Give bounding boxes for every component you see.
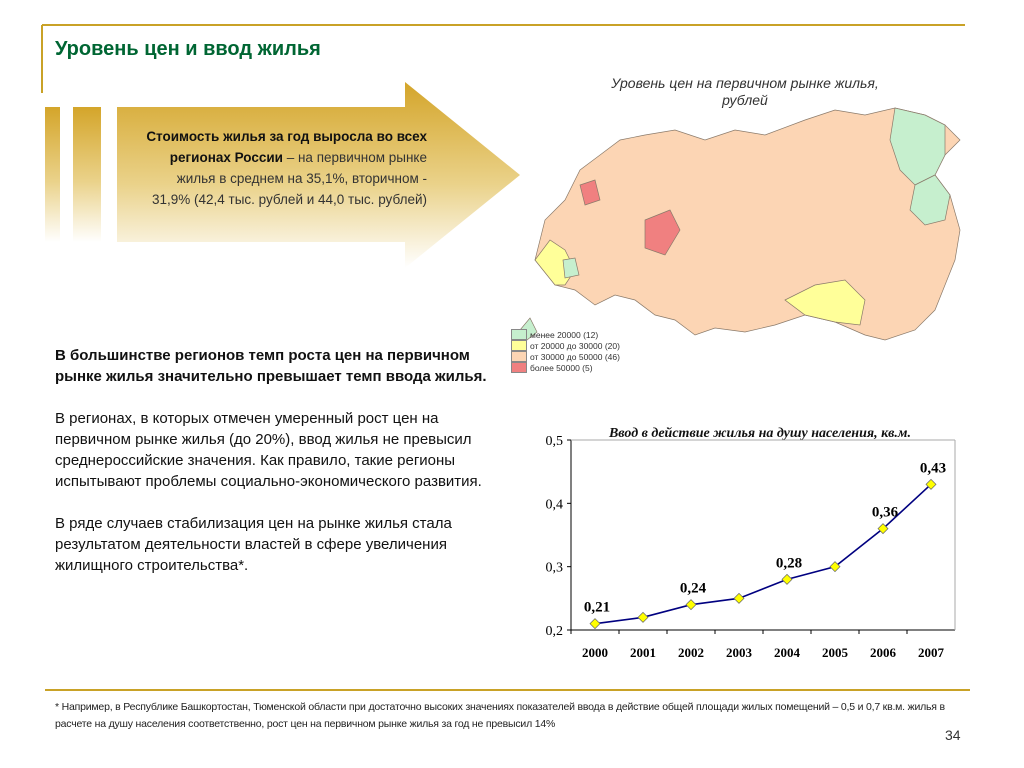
chart-title: Ввод в действие жилья на душу населения, кв.м. [608, 426, 912, 441]
callout-rest: – на первичном рынке жилья в среднем на 35,1%, вторичном - 31,9% (42,4 тыс. рублей и 44,0 тыс. рублей) [151, 150, 427, 207]
x-tick-label: 2006 [870, 645, 896, 660]
legend-label: более 50000 (5) [530, 362, 593, 373]
x-tick-label: 2003 [726, 645, 752, 660]
data-point [734, 593, 744, 603]
x-tick-label: 2001 [630, 645, 656, 660]
x-tick-label: 2000 [582, 645, 608, 660]
data-label: 0,21 [583, 599, 611, 616]
data-point [686, 600, 696, 610]
data-point [638, 612, 648, 622]
y-tick-label: 0,4 [545, 497, 563, 513]
data-label: 0,43 [919, 460, 947, 477]
data-point [590, 619, 600, 629]
x-tick-label: 2002 [678, 645, 704, 660]
x-tick-label: 2007 [918, 645, 944, 660]
paragraph-1: В большинстве регионов темп роста цен на первичном рынке жилья значительно превышает темп ввода жилья. [55, 347, 487, 385]
y-tick-label: 0,3 [545, 560, 563, 576]
y-tick-label: 0,2 [545, 624, 563, 639]
legend-label: от 20000 до 30000 (20) [530, 340, 620, 351]
x-tick-label: 2004 [774, 645, 800, 660]
data-label: 0,36 [871, 504, 899, 521]
page-number: 34 [945, 727, 961, 743]
legend-label: менее 20000 (12) [530, 329, 599, 340]
footnote: * Например, в Республике Башкортостан, Тюменской области при достаточно высоких значениях показателей ввода в действие общей площади жилых помещений – 0,5 и 0,7 кв.м. жилья в расчете на душу населения соответственно, рост цен на первичном рынке жилья за год не превысил 14% [55, 701, 945, 730]
legend-label: от 30000 до 50000 (46) [530, 351, 620, 362]
data-label: 0,24 [679, 580, 707, 597]
y-tick-label: 0,5 [545, 434, 563, 449]
paragraph-2: В регионах, в которых отмечен умеренный рост цен на первичном рынке жилья (до 20%), ввод жилья не превысил среднероссийские значения. Как правило, такие регионы испытывают проблемы социально-экономического развития. [55, 410, 482, 490]
x-tick-label: 2005 [822, 645, 848, 660]
data-label: 0,28 [775, 555, 803, 572]
page-title: Уровень цен и ввод жилья [55, 38, 321, 60]
callout-bold: Стоимость жилья за год выросла во всех регионах России [146, 129, 427, 165]
map-title: Уровень цен на первичном рынке жилья, рублей [611, 75, 879, 108]
data-point [782, 574, 792, 584]
paragraph-3: В ряде случаев стабилизация цен на рынке жилья стала результатом деятельности властей в сфере увеличения жилищного строительства*. [55, 515, 452, 574]
